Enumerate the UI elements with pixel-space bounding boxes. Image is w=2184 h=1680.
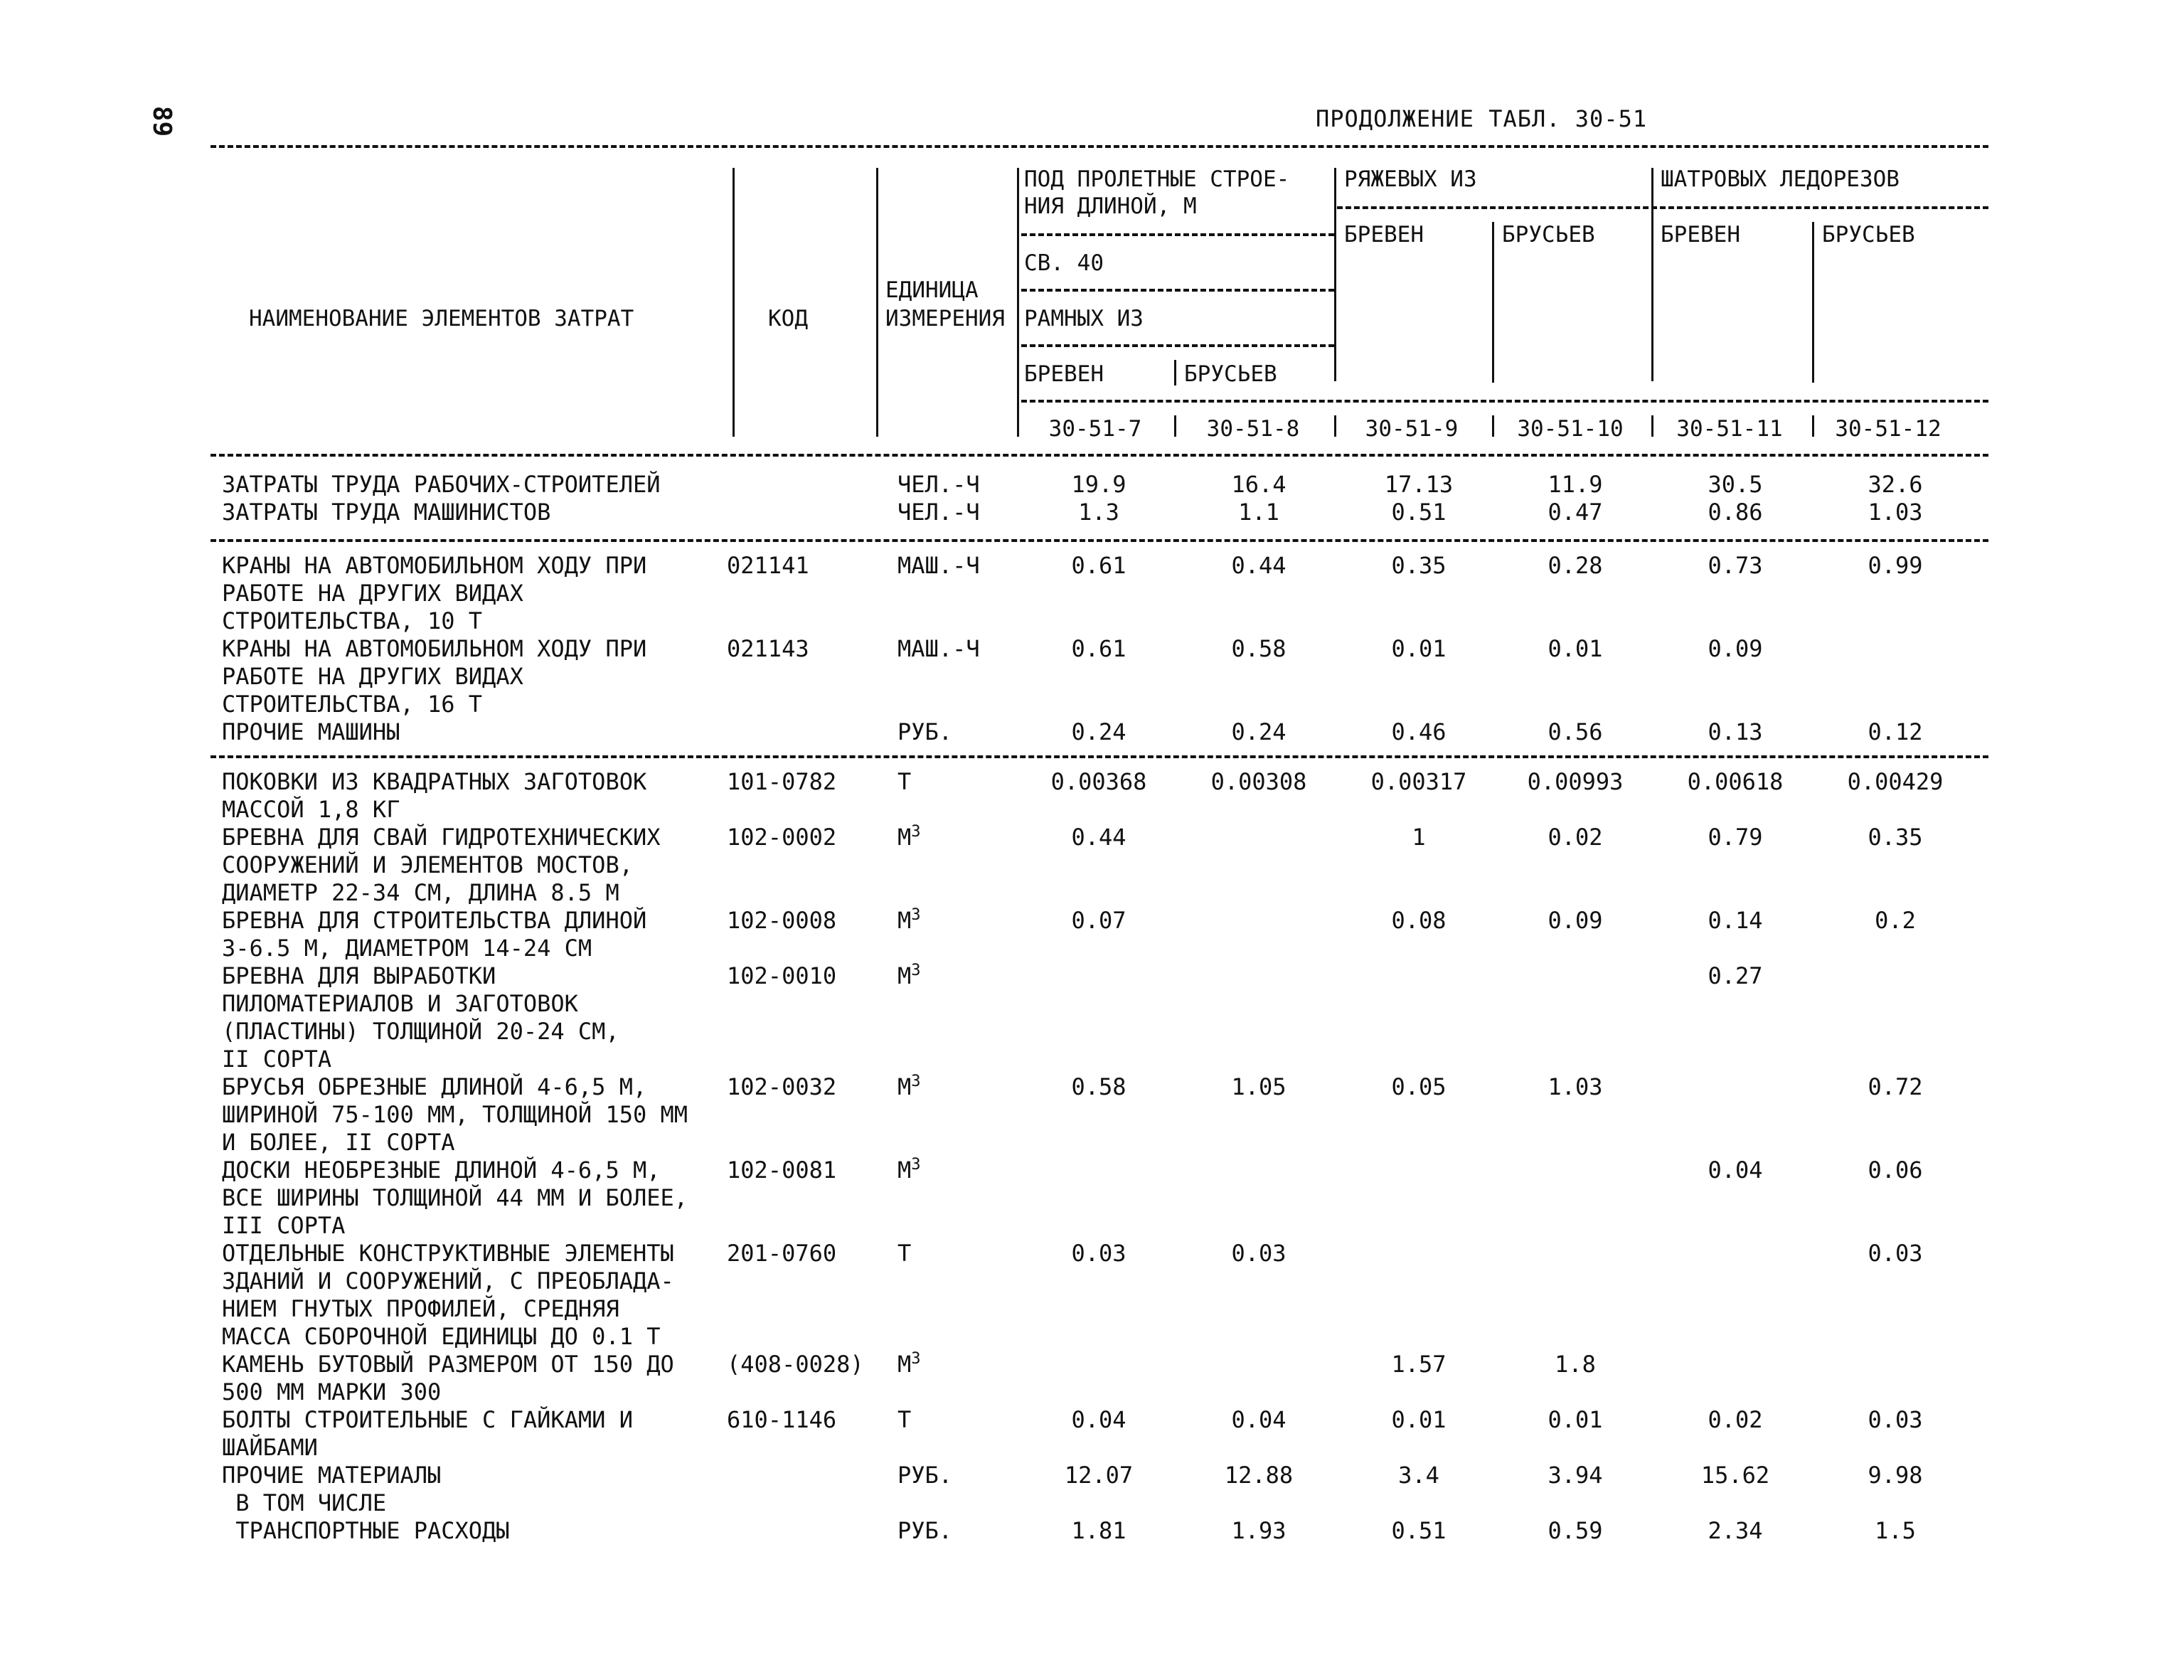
- header-rule: [1021, 400, 1988, 403]
- header-unit-col-2: ИЗМЕРЕНИЯ: [885, 306, 1005, 331]
- header-divider: [1492, 415, 1494, 437]
- row-unit: Т: [897, 768, 912, 795]
- header-divider: [733, 168, 735, 437]
- row-unit: Т: [897, 1406, 912, 1433]
- row-value: 1.05: [1231, 1073, 1287, 1100]
- row-name-line: КАМЕНЬ БУТОВЫЙ РАЗМЕРОМ ОТ 150 ДО: [222, 1351, 674, 1378]
- header-group1-sub: СВ. 40: [1024, 250, 1104, 276]
- row-name-line: БРЕВНА ДЛЯ СВАЙ ГИДРОТЕХНИЧЕСКИХ: [222, 824, 661, 851]
- header-rule: [1021, 233, 1334, 236]
- row-value: 0.00368: [1050, 768, 1147, 795]
- row-value: 0.00993: [1527, 768, 1624, 795]
- row-name-line: ШИРИНОЙ 75-100 ММ, ТОЛЩИНОЙ 150 ММ: [222, 1101, 688, 1128]
- row-value: 3.4: [1398, 1462, 1439, 1489]
- header-divider: [1334, 168, 1336, 381]
- row-value: 0.58: [1071, 1073, 1126, 1100]
- header-group1-line2: НИЯ ДЛИНОЙ, М: [1024, 193, 1197, 219]
- row-code: 610-1146: [727, 1406, 837, 1433]
- row-unit: МАШ.-Ч: [897, 635, 980, 662]
- header-divider: [1334, 415, 1336, 437]
- row-unit: $М^3$: [897, 1073, 921, 1100]
- row-value: 0.04: [1231, 1406, 1287, 1433]
- header-divider: [876, 168, 878, 437]
- unit-superscript: 3: [911, 1073, 921, 1090]
- row-value: 16.4: [1231, 471, 1287, 498]
- row-name-line: 500 ММ МАРКИ 300: [222, 1378, 442, 1405]
- header-code-4: 30-51-10: [1517, 416, 1624, 442]
- header-code-1: 30-51-7: [1048, 416, 1142, 442]
- row-value: 0.61: [1071, 552, 1126, 579]
- row-value: 0.01: [1391, 1406, 1447, 1433]
- header-group3: ШАТРОВЫХ ЛЕДОРЕЗОВ: [1661, 166, 1900, 192]
- row-code: 102-0032: [727, 1073, 837, 1100]
- row-unit: РУБ.: [897, 718, 953, 745]
- header-name-col: НАИМЕНОВАНИЕ ЭЛЕМЕНТОВ ЗАТРАТ: [249, 306, 634, 331]
- row-value: 0.02: [1708, 1406, 1763, 1433]
- row-value: 0.44: [1231, 552, 1287, 579]
- header-code-5: 30-51-11: [1676, 416, 1783, 442]
- row-name-line: И БОЛЕЕ, II СОРТА: [222, 1129, 455, 1156]
- row-value: 0.03: [1071, 1240, 1126, 1267]
- row-name-line: ВСЕ ШИРИНЫ ТОЛЩИНОЙ 44 ММ И БОЛЕЕ,: [222, 1184, 688, 1211]
- row-value: 0.00618: [1687, 768, 1784, 795]
- row-value: 0.04: [1071, 1406, 1126, 1433]
- row-name-line: ПРОЧИЕ МАШИНЫ: [222, 718, 400, 745]
- header-divider: [1651, 415, 1653, 437]
- row-value: 0.01: [1548, 1406, 1603, 1433]
- header-group2-b: БРУСЬЕВ: [1502, 222, 1595, 248]
- row-unit: $М^3$: [897, 962, 921, 989]
- row-value: 0.28: [1548, 552, 1603, 579]
- row-value: 1.81: [1071, 1517, 1126, 1544]
- row-value: 3.94: [1548, 1462, 1603, 1489]
- row-name-line: СООРУЖЕНИЙ И ЭЛЕМЕНТОВ МОСТОВ,: [222, 851, 633, 878]
- row-unit: ЧЕЛ.-Ч: [897, 471, 980, 498]
- header-group1-frame: РАМНЫХ ИЗ: [1024, 306, 1144, 331]
- section-separator: [211, 539, 1988, 542]
- row-name-line: НИЕМ ГНУТЫХ ПРОФИЛЕЙ, СРЕДНЯЯ: [222, 1295, 619, 1322]
- row-value: 0.99: [1868, 552, 1923, 579]
- row-name-line: III СОРТА: [222, 1212, 346, 1239]
- row-code: 102-0002: [727, 824, 837, 851]
- row-value: 32.6: [1868, 471, 1923, 498]
- row-unit: $М^3$: [897, 1156, 921, 1184]
- row-name-line: ШАЙБАМИ: [222, 1434, 318, 1461]
- header-rule: [1021, 344, 1334, 347]
- row-value: 2.34: [1708, 1517, 1763, 1544]
- header-code-6: 30-51-12: [1835, 416, 1941, 442]
- row-value: 1.57: [1391, 1351, 1447, 1378]
- header-group2-a: БРЕВЕН: [1344, 222, 1424, 248]
- header-group3-b: БРУСЬЕВ: [1822, 222, 1915, 248]
- row-value: 1.03: [1868, 499, 1923, 526]
- row-name-line: БОЛТЫ СТРОИТЕЛЬНЫЕ С ГАЙКАМИ И: [222, 1406, 633, 1433]
- row-code: 021143: [727, 635, 809, 662]
- row-value: 0.86: [1708, 499, 1763, 526]
- row-value: 0.51: [1391, 499, 1447, 526]
- row-value: 0.02: [1548, 824, 1603, 851]
- header-divider: [1812, 222, 1814, 383]
- row-unit: МАШ.-Ч: [897, 552, 980, 579]
- header-rule: [1021, 289, 1334, 292]
- row-name-line: СТРОИТЕЛЬСТВА, 10 Т: [222, 607, 483, 634]
- header-unit-col-1: ЕДИНИЦА: [885, 277, 979, 303]
- row-value: 1: [1412, 824, 1426, 851]
- row-code: 102-0008: [727, 907, 837, 934]
- row-name-line: II СОРТА: [222, 1046, 332, 1073]
- header-top-rule: [211, 145, 1988, 148]
- header-code-2: 30-51-8: [1206, 416, 1300, 442]
- row-value: 15.62: [1700, 1462, 1770, 1489]
- row-value: 0.03: [1231, 1240, 1287, 1267]
- row-code: 102-0010: [727, 962, 837, 989]
- row-value: 11.9: [1548, 471, 1603, 498]
- row-name-line: БРУСЬЯ ОБРЕЗНЫЕ ДЛИНОЙ 4-6,5 М,: [222, 1073, 647, 1100]
- row-value: 0.46: [1391, 718, 1447, 745]
- row-value: 0.73: [1708, 552, 1763, 579]
- row-value: 1.1: [1238, 499, 1279, 526]
- row-name-line: ТРАНСПОРТНЫЕ РАСХОДЫ: [222, 1517, 510, 1544]
- header-divider: [1492, 222, 1494, 383]
- row-value: 0.35: [1391, 552, 1447, 579]
- row-code: 101-0782: [727, 768, 837, 795]
- row-name-line: СТРОИТЕЛЬСТВА, 16 Т: [222, 691, 483, 718]
- row-name-line: ПОКОВКИ ИЗ КВАДРАТНЫХ ЗАГОТОВОК: [222, 768, 647, 795]
- row-value: 0.04: [1708, 1157, 1763, 1184]
- row-value: 1.5: [1875, 1517, 1916, 1544]
- row-value: 0.05: [1391, 1073, 1447, 1100]
- row-value: 0.24: [1071, 718, 1126, 745]
- row-value: 1.93: [1231, 1517, 1287, 1544]
- header-code-col: КОД: [768, 306, 808, 331]
- row-value: 0.00308: [1210, 768, 1307, 795]
- unit-superscript: 3: [911, 962, 921, 979]
- row-name-line: ПРОЧИЕ МАТЕРИАЛЫ: [222, 1462, 442, 1489]
- row-value: 0.24: [1231, 718, 1287, 745]
- row-name-line: В ТОМ ЧИСЛЕ: [222, 1489, 387, 1516]
- row-name-line: ОТДЕЛЬНЫЕ КОНСТРУКТИВНЫЕ ЭЛЕМЕНТЫ: [222, 1240, 674, 1267]
- row-value: 0.03: [1868, 1406, 1923, 1433]
- row-value: 0.00429: [1847, 768, 1944, 795]
- row-code: 021141: [727, 552, 809, 579]
- row-value: 30.5: [1708, 471, 1763, 498]
- row-name-line: 3-6.5 М, ДИАМЕТРОМ 14-24 СМ: [222, 935, 592, 962]
- row-name-line: РАБОТЕ НА ДРУГИХ ВИДАХ: [222, 663, 523, 690]
- row-unit: Т: [897, 1240, 912, 1267]
- row-unit: РУБ.: [897, 1462, 953, 1489]
- row-value: 0.72: [1868, 1073, 1923, 1100]
- row-value: 0.00317: [1370, 768, 1467, 795]
- row-value: 0.59: [1548, 1517, 1603, 1544]
- row-name-line: ДОСКИ НЕОБРЕЗНЫЕ ДЛИНОЙ 4-6,5 М,: [222, 1157, 661, 1184]
- row-value: 0.35: [1868, 824, 1923, 851]
- row-value: 0.14: [1708, 907, 1763, 934]
- row-value: 12.07: [1064, 1462, 1134, 1489]
- row-name-line: БРЕВНА ДЛЯ СТРОИТЕЛЬСТВА ДЛИНОЙ: [222, 907, 647, 934]
- row-name-line: КРАНЫ НА АВТОМОБИЛЬНОМ ХОДУ ПРИ: [222, 552, 647, 579]
- header-group1-b: БРУСЬЕВ: [1184, 361, 1277, 387]
- header-divider: [1812, 415, 1814, 437]
- row-code: 201-0760: [727, 1240, 837, 1267]
- page-number: 89: [147, 105, 177, 137]
- row-value: 0.51: [1391, 1517, 1447, 1544]
- row-name-line: МАССОЙ 1,8 КГ: [222, 796, 400, 823]
- row-value: 0.61: [1071, 635, 1126, 662]
- row-value: 12.88: [1224, 1462, 1294, 1489]
- row-code: (408-0028): [727, 1351, 864, 1378]
- row-name-line: БРЕВНА ДЛЯ ВЫРАБОТКИ: [222, 962, 496, 989]
- row-name-line: ПИЛОМАТЕРИАЛОВ И ЗАГОТОВОК: [222, 990, 578, 1017]
- unit-superscript: 3: [911, 1156, 921, 1174]
- row-value: 0.09: [1548, 907, 1603, 934]
- header-code-3: 30-51-9: [1365, 416, 1459, 442]
- row-value: 0.56: [1548, 718, 1603, 745]
- header-rule: [1337, 206, 1988, 209]
- row-value: 0.27: [1708, 962, 1763, 989]
- header-divider: [1174, 360, 1176, 386]
- row-value: 0.47: [1548, 499, 1603, 526]
- header-bottom-rule: [211, 454, 1988, 457]
- row-value: 0.58: [1231, 635, 1287, 662]
- row-name-line: КРАНЫ НА АВТОМОБИЛЬНОМ ХОДУ ПРИ: [222, 635, 647, 662]
- row-value: 0.06: [1868, 1157, 1923, 1184]
- header-group2: РЯЖЕВЫХ ИЗ: [1344, 166, 1477, 192]
- row-name-line: ЗДАНИЙ И СООРУЖЕНИЙ, С ПРЕОБЛАДА-: [222, 1267, 674, 1294]
- row-unit: $М^3$: [897, 823, 921, 851]
- row-name-line: МАССА СБОРОЧНОЙ ЕДИНИЦЫ ДО 0.1 Т: [222, 1323, 661, 1350]
- row-value: 0.79: [1708, 824, 1763, 851]
- row-unit: РУБ.: [897, 1517, 953, 1544]
- row-code: 102-0081: [727, 1157, 837, 1184]
- unit-superscript: 3: [911, 823, 921, 841]
- row-value: 0.01: [1548, 635, 1603, 662]
- header-group3-a: БРЕВЕН: [1661, 222, 1740, 248]
- row-value: 19.9: [1071, 471, 1126, 498]
- row-name-line: ЗАТРАТЫ ТРУДА МАШИНИСТОВ: [222, 499, 551, 526]
- section-separator: [211, 755, 1988, 758]
- row-value: 1.3: [1078, 499, 1119, 526]
- header-divider: [1017, 168, 1019, 437]
- row-value: 1.8: [1555, 1351, 1596, 1378]
- header-divider: [1651, 168, 1653, 381]
- row-unit: $М^3$: [897, 1350, 921, 1378]
- header-group1-a: БРЕВЕН: [1024, 361, 1104, 387]
- row-value: 0.03: [1868, 1240, 1923, 1267]
- unit-superscript: 3: [911, 906, 921, 924]
- row-value: 0.01: [1391, 635, 1447, 662]
- row-value: 0.07: [1071, 907, 1126, 934]
- row-name-line: ДИАМЕТР 22-34 СМ, ДЛИНА 8.5 М: [222, 879, 619, 906]
- row-name-line: (ПЛАСТИНЫ) ТОЛЩИНОЙ 20-24 СМ,: [222, 1018, 619, 1045]
- row-value: 0.44: [1071, 824, 1126, 851]
- header-group1-line1: ПОД ПРОЛЕТНЫЕ СТРОЕ-: [1024, 166, 1290, 192]
- row-name-line: ЗАТРАТЫ ТРУДА РАБОЧИХ-СТРОИТЕЛЕЙ: [222, 471, 661, 498]
- unit-superscript: 3: [911, 1350, 921, 1368]
- header-divider: [1174, 415, 1176, 437]
- row-value: 0.13: [1708, 718, 1763, 745]
- row-value: 0.2: [1875, 907, 1916, 934]
- row-value: 1.03: [1548, 1073, 1603, 1100]
- continuation-title: ПРОДОЛЖЕНИЕ ТАБЛ. 30-51: [1316, 105, 1648, 132]
- row-name-line: РАБОТЕ НА ДРУГИХ ВИДАХ: [222, 580, 523, 607]
- row-value: 9.98: [1868, 1462, 1923, 1489]
- row-unit: ЧЕЛ.-Ч: [897, 499, 980, 526]
- row-value: 0.09: [1708, 635, 1763, 662]
- row-value: 0.12: [1868, 718, 1923, 745]
- row-unit: $М^3$: [897, 906, 921, 934]
- row-value: 17.13: [1384, 471, 1454, 498]
- row-value: 0.08: [1391, 907, 1447, 934]
